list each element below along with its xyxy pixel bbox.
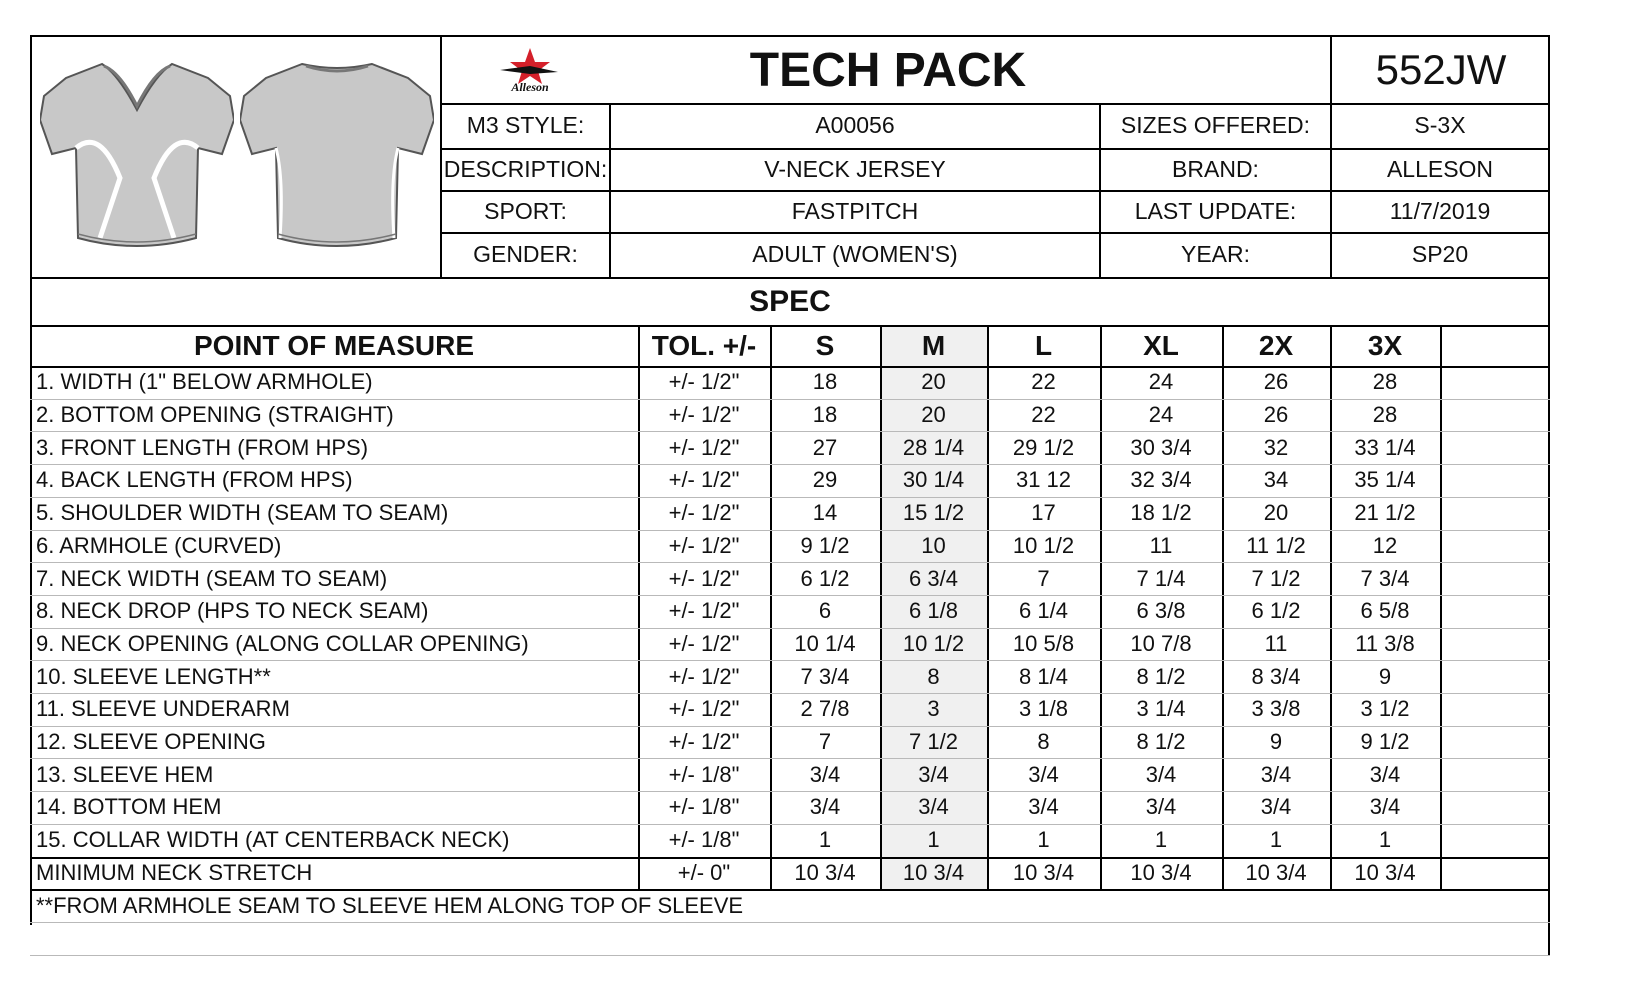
size-value: 29 1/2 <box>1012 434 1075 460</box>
point-of-measure: 13. SLEEVE HEM <box>36 761 214 787</box>
size-value: 3 1/2 <box>1360 696 1410 722</box>
size-value: 8 1/4 <box>1019 663 1068 689</box>
size-value: 10 5/8 <box>1012 630 1075 656</box>
header-label: GENDER: <box>473 241 578 267</box>
jersey-front-sketch <box>40 58 234 258</box>
point-of-measure: 5. SHOULDER WIDTH (SEAM TO SEAM) <box>36 500 449 526</box>
size-value: 10 3/4 <box>794 859 856 885</box>
header-value: SP20 <box>1411 241 1469 267</box>
size-value: 3/4 <box>1260 761 1292 787</box>
tolerance: +/- 1/8" <box>668 827 740 853</box>
header-value: ADULT (WOMEN'S) <box>752 241 958 267</box>
tolerance: +/- 1/2" <box>668 369 740 395</box>
size-value: 28 <box>1372 369 1398 395</box>
size-value: 8 <box>927 663 940 689</box>
size-value: 8 1/2 <box>1136 729 1186 755</box>
point-of-measure: 8. NECK DROP (HPS TO NECK SEAM) <box>36 598 429 624</box>
size-value: 3 1/8 <box>1019 696 1068 722</box>
header-label: M3 STYLE: <box>466 112 585 138</box>
header-value: 11/7/2019 <box>1389 197 1491 224</box>
row-separator <box>30 955 1550 956</box>
size-value: 7 1/2 <box>1251 565 1301 591</box>
column-header: S <box>815 329 835 361</box>
column-header: L <box>1034 329 1053 361</box>
size-value: 27 <box>812 434 838 460</box>
size-value: 1 <box>1378 827 1392 853</box>
tolerance: +/- 1/2" <box>668 696 740 722</box>
size-value: 30 3/4 <box>1130 434 1192 460</box>
point-of-measure: 10. SLEEVE LENGTH** <box>36 663 271 689</box>
size-value: 10 3/4 <box>902 859 965 885</box>
header-label: BRAND: <box>1172 155 1259 182</box>
size-value: 3/4 <box>1369 794 1401 820</box>
size-value: 1 <box>927 827 940 853</box>
footnote: **FROM ARMHOLE SEAM TO SLEEVE HEM ALONG TOP OF SLEEVE <box>36 892 744 918</box>
header-label: SIZES OFFERED: <box>1120 112 1311 138</box>
tolerance: +/- 1/8" <box>668 761 740 787</box>
header-value: ALLESON <box>1386 155 1494 182</box>
size-value: 35 1/4 <box>1354 467 1416 493</box>
size-value: 3/4 <box>918 794 949 820</box>
size-value: 9 <box>1269 729 1283 755</box>
point-of-measure: 9. NECK OPENING (ALONG COLLAR OPENING) <box>36 630 529 656</box>
size-value: 10 3/4 <box>1354 859 1416 885</box>
row-separator <box>30 922 1550 923</box>
size-value: 10 1/2 <box>1012 532 1075 558</box>
column-header: XL <box>1143 329 1179 361</box>
size-value: 8 <box>1037 729 1050 755</box>
header-label: SPORT: <box>484 197 567 224</box>
size-value: 24 <box>1148 369 1174 395</box>
size-value: 7 3/4 <box>1360 565 1410 591</box>
size-value: 10 3/4 <box>1130 859 1192 885</box>
size-value: 10 3/4 <box>1245 859 1307 885</box>
size-value: 32 <box>1263 434 1289 460</box>
size-value: 10 1/4 <box>794 630 856 656</box>
size-value: 3/4 <box>1028 794 1059 820</box>
size-value: 8 1/2 <box>1136 663 1186 689</box>
header-value: FASTPITCH <box>791 197 919 224</box>
size-value: 34 <box>1263 467 1289 493</box>
size-value: 11 3/8 <box>1355 630 1415 656</box>
tolerance: +/- 1/2" <box>668 663 740 689</box>
style-code: 552JW <box>1375 46 1507 93</box>
size-value: 11 <box>1149 532 1173 558</box>
spec-title: SPEC <box>749 285 831 318</box>
size-value: 3/4 <box>1145 794 1177 820</box>
size-value: 1 <box>818 827 832 853</box>
size-value: 18 <box>812 402 838 428</box>
column-header: POINT OF MEASURE <box>193 329 474 361</box>
point-of-measure: 15. COLLAR WIDTH (AT CENTERBACK NECK) <box>36 827 510 853</box>
column-header: TOL. +/- <box>651 329 757 361</box>
size-value: 10 3/4 <box>1012 859 1075 885</box>
header-label: YEAR: <box>1180 241 1251 267</box>
page-title: TECH PACK <box>749 43 1027 97</box>
size-value: 3/4 <box>1145 761 1177 787</box>
column-header: 2X <box>1258 329 1294 361</box>
column-header: 3X <box>1367 329 1403 361</box>
size-value: 11 <box>1264 630 1288 656</box>
size-value: 20 <box>921 369 946 395</box>
header-label: LAST UPDATE: <box>1134 197 1297 224</box>
size-value: 7 3/4 <box>800 663 850 689</box>
tolerance: +/- 1/2" <box>668 402 740 428</box>
size-value: 9 1/2 <box>800 532 850 558</box>
size-value: 6 3/4 <box>909 565 958 591</box>
point-of-measure: 12. SLEEVE OPENING <box>36 729 266 755</box>
size-value: 1 <box>1037 827 1050 853</box>
size-value: 14 <box>812 500 838 526</box>
size-value: 3 3/8 <box>1251 696 1301 722</box>
size-value: 6 <box>818 598 832 624</box>
size-value: 3 1/4 <box>1136 696 1186 722</box>
size-value: 29 <box>812 467 838 493</box>
size-value: 7 1/4 <box>1136 565 1186 591</box>
tolerance: +/- 1/2" <box>668 467 740 493</box>
tolerance: +/- 1/2" <box>668 630 740 656</box>
size-value: 32 3/4 <box>1130 467 1192 493</box>
size-value: 7 <box>818 729 832 755</box>
size-value: 11 1/2 <box>1246 532 1306 558</box>
size-value: 30 1/4 <box>902 467 965 493</box>
size-value: 17 <box>1031 500 1056 526</box>
header-value: S-3X <box>1414 112 1466 138</box>
size-value: 3/4 <box>809 794 841 820</box>
point-of-measure: 7. NECK WIDTH (SEAM TO SEAM) <box>36 565 388 591</box>
size-value: 6 1/2 <box>1251 598 1301 624</box>
size-value: 12 <box>1372 532 1398 558</box>
point-of-measure: 2. BOTTOM OPENING (STRAIGHT) <box>36 402 394 428</box>
tolerance: +/- 1/2" <box>668 434 740 460</box>
size-value: 10 1/2 <box>902 630 965 656</box>
tolerance: +/- 1/8" <box>668 794 740 820</box>
size-value: 10 <box>921 532 946 558</box>
column-header: M <box>921 329 946 361</box>
point-of-measure: 3. FRONT LENGTH (FROM HPS) <box>36 434 369 460</box>
tolerance: +/- 1/2" <box>668 565 740 591</box>
size-value: 9 <box>1378 663 1392 689</box>
tolerance: +/- 1/2" <box>668 598 740 624</box>
header-value: V-NECK JERSEY <box>764 155 946 182</box>
point-of-measure: 11. SLEEVE UNDERARM <box>36 696 290 722</box>
size-value: 24 <box>1148 402 1174 428</box>
size-value: 3/4 <box>1260 794 1292 820</box>
point-of-measure: 14. BOTTOM HEM <box>36 794 222 820</box>
size-value: 18 1/2 <box>1130 500 1192 526</box>
tolerance: +/- 0" <box>677 859 731 885</box>
point-of-measure: MINIMUM NECK STRETCH <box>36 859 313 885</box>
size-value: 1 <box>1154 827 1168 853</box>
jersey-back-sketch <box>240 58 434 258</box>
tolerance: +/- 1/2" <box>668 532 740 558</box>
point-of-measure: 6. ARMHOLE (CURVED) <box>36 532 282 558</box>
size-value: 22 <box>1031 369 1056 395</box>
size-value: 3/4 <box>1028 761 1059 787</box>
size-value: 28 <box>1372 402 1398 428</box>
size-value: 26 <box>1263 369 1289 395</box>
point-of-measure: 1. WIDTH (1" BELOW ARMHOLE) <box>36 369 373 395</box>
size-value: 21 1/2 <box>1354 500 1416 526</box>
size-value: 8 3/4 <box>1251 663 1301 689</box>
size-value: 18 <box>812 369 838 395</box>
size-value: 20 <box>1263 500 1289 526</box>
size-value: 20 <box>921 402 946 428</box>
size-value: 6 3/8 <box>1136 598 1186 624</box>
size-value: 3/4 <box>809 761 841 787</box>
size-value: 1 <box>1269 827 1283 853</box>
size-value: 15 1/2 <box>902 500 965 526</box>
size-value: 6 1/8 <box>909 598 958 624</box>
size-value: 26 <box>1263 402 1289 428</box>
size-value: 2 7/8 <box>800 696 850 722</box>
header-label: DESCRIPTION: <box>443 155 608 182</box>
size-value: 3 <box>927 696 940 722</box>
grid-line <box>1440 325 1442 889</box>
size-value: 6 1/2 <box>800 565 850 591</box>
size-value: 6 5/8 <box>1360 598 1410 624</box>
size-value: 9 1/2 <box>1360 729 1410 755</box>
logo-wordmark: Alleson <box>511 80 549 94</box>
top-border <box>30 35 1550 37</box>
size-value: 10 7/8 <box>1130 630 1192 656</box>
size-value: 6 1/4 <box>1019 598 1068 624</box>
size-value: 3/4 <box>1369 761 1401 787</box>
size-value: 3/4 <box>918 761 949 787</box>
size-value: 7 <box>1037 565 1050 591</box>
right-border <box>1548 35 1550 955</box>
size-value: 28 1/4 <box>902 434 965 460</box>
size-value: 7 1/2 <box>909 729 958 755</box>
point-of-measure: 4. BACK LENGTH (FROM HPS) <box>36 467 353 493</box>
header-value: A00056 <box>815 112 895 138</box>
size-value: 22 <box>1031 402 1056 428</box>
tolerance: +/- 1/2" <box>668 729 740 755</box>
tolerance: +/- 1/2" <box>668 500 740 526</box>
size-value: 33 1/4 <box>1354 434 1416 460</box>
size-value: 31 12 <box>1015 467 1072 493</box>
